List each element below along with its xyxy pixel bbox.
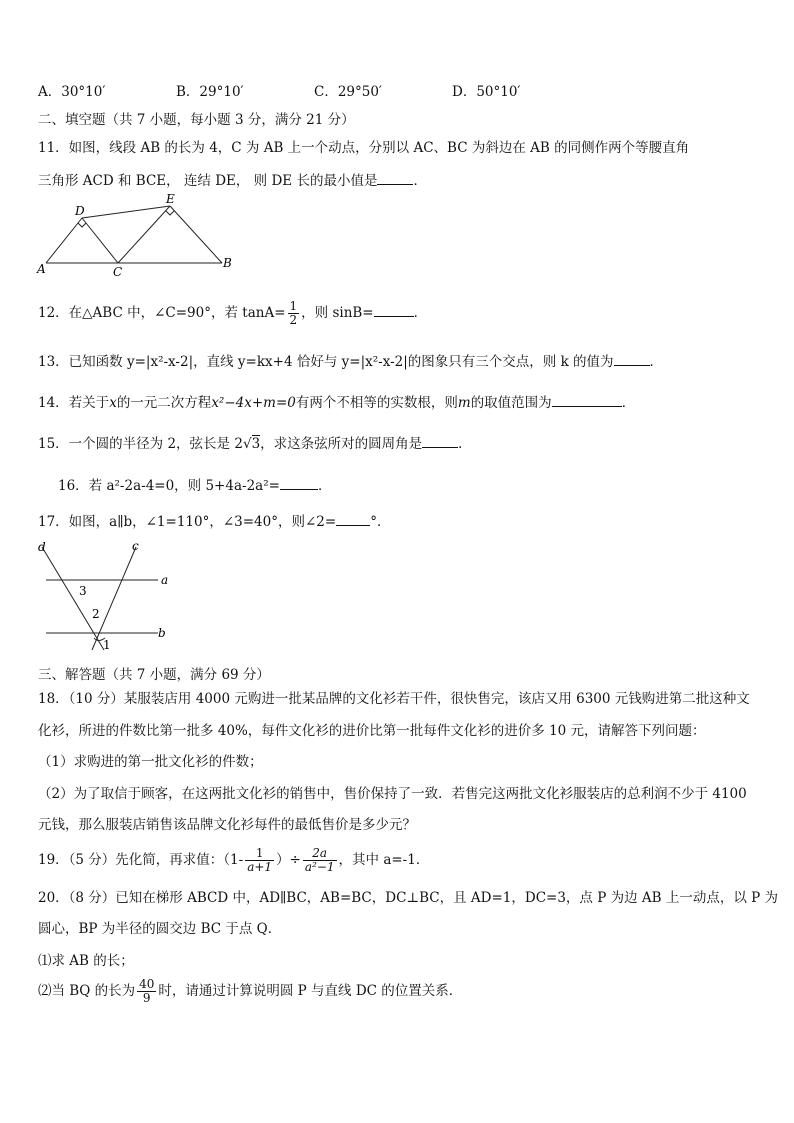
q13: 13．已知函数 y=|x²-x-2|，直线 y=kx+4 恰好与 y=|x²-x-2|的图象只有三个交点，则 k 的值为 ． — [38, 354, 664, 370]
section3-title: 三、解答题（共 7 小题，满分 69 分） — [38, 667, 270, 683]
q14: 14．若关于x的一元二次方程x²−4x+m=0有两个不相等的实数根，则m的取值范围为 ． — [38, 395, 636, 411]
q17-parallel-lines-figure — [34, 538, 184, 656]
answer-blank — [377, 172, 413, 185]
option-a: A．30°10′ — [38, 84, 106, 100]
label-line-a: a — [161, 573, 169, 587]
option-b: B．29°10′ — [176, 84, 244, 100]
q11-triangle-figure — [34, 192, 234, 280]
option-d: D．50°10′ — [452, 84, 521, 100]
answer-blank — [552, 394, 622, 407]
answer-blank — [374, 304, 414, 317]
angle-1-label: 1 — [103, 638, 111, 652]
q18-line1: 18．（10 分）某服装店用 4000 元购进一批某品牌的文化衫若干件，很快售完，该店又用 6300 元钱购进第二批这种文 — [38, 691, 750, 707]
q18-line2: 化衫，所进的件数比第一批多 40%，每件文化衫的进价比第一批每件文化衫的进价多 10 元，请解答下列问题： — [38, 723, 706, 739]
label-e: E — [166, 192, 175, 206]
q16: 16．若 a²-2a-4=0，则 5+4a-2a²= ． — [58, 478, 332, 494]
q12: 12．在△ABC 中，∠C=90°，若 tanA= $\frac{1}{2}$ ，则 sinB= ． — [38, 299, 428, 327]
answer-blank — [422, 435, 458, 448]
angle-2-label: 2 — [92, 607, 100, 621]
q20-sub2: ⑵当 BQ 的长为 $\frac{40}{9}$ 时，请通过计算说明圆 P 与直线 DC 的位置关系． — [38, 977, 463, 1005]
q17: 17．如图，a∥b，∠1=110°，∠3=40°，则∠2= °． — [38, 514, 391, 530]
fraction: $\frac{40}{9}$ — [139, 977, 155, 1005]
label-line-b: b — [158, 626, 166, 640]
q10-options — [38, 83, 738, 101]
label-d: D — [75, 204, 85, 218]
q11-line1: 11．如图，线段 AB 的长为 4，C 为 AB 上一个动点，分别以 AC、BC 为斜边在 AB 的同侧作两个等腰直角 — [38, 140, 690, 156]
label-line-d: d — [38, 540, 46, 554]
fraction: $\frac{1}{a+1}$ — [247, 846, 273, 874]
q18-sub2-line2: 元钱，那么服装店销售该品牌文化衫每件的最低售价是多少元？ — [38, 817, 416, 833]
q15: 15．一个圆的半径为 2，弦长是 2√3，求这条弦所对的圆周角是 ． — [38, 436, 472, 452]
q20-line1: 20．（8 分）已知在梯形 ABCD 中，AD∥BC，AB=BC，DC⊥BC，且 AD=1，DC=3，点 P 为边 AB 上一动点，以 P 为 — [38, 890, 779, 906]
q19: 19．（5 分）先化简，再求值：（1- $\frac{1}{a+1}$ ）÷ $\frac{2a}{\text{a²−1}}$ ，其中 a=-1． — [38, 846, 430, 874]
option-c: C．29°50′ — [314, 84, 383, 100]
sqrt-symbol: √ — [242, 436, 252, 452]
angle-3-label: 3 — [79, 584, 87, 598]
answer-blank — [336, 513, 370, 526]
q18-sub2-line1: （2）为了取信于顾客，在这两批文化衫的销售中，售价保持了一致．若售完这两批文化衫服装店的总利润不少于 4100 — [38, 786, 747, 802]
fraction: $\frac{2a}{\text{a²−1}}$ — [304, 846, 335, 874]
label-c: C — [113, 265, 123, 279]
q20-line2: 圆心，BP 为半径的圆交边 BC 于点 Q． — [38, 921, 282, 937]
answer-blank — [280, 477, 318, 490]
equation: x²−4x+m=0 — [211, 395, 296, 411]
label-b: B — [223, 256, 232, 270]
label-a: A — [37, 262, 46, 276]
q11-line2: 三角形 ACD 和 BCE， 连结 DE， 则 DE 长的最小值是 ． — [38, 173, 427, 189]
q11-text: 三角形 ACD 和 BCE， 连结 DE， 则 DE 长的最小值是 — [38, 173, 378, 189]
section2-title: 二、填空题（共 7 小题，每小题 3 分，满分 21 分） — [38, 112, 355, 128]
answer-blank — [614, 353, 650, 366]
label-line-c: c — [132, 539, 139, 553]
fraction: $\frac{1}{2}$ — [289, 299, 298, 327]
q20-sub1: ⑴求 AB 的长； — [38, 953, 134, 969]
q18-sub1: （1）求购进的第一批文化衫的件数； — [38, 754, 263, 770]
